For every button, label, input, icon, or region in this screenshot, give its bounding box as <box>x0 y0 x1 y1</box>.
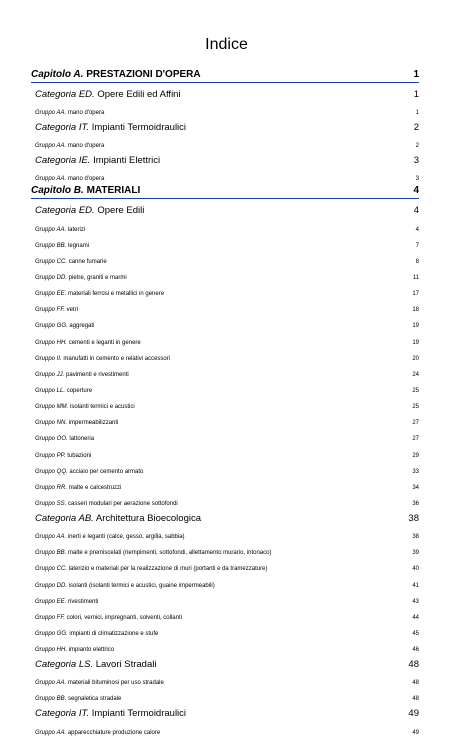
toc-chapter-entry[interactable] <box>31 185 419 199</box>
toc-entry-label <box>35 205 144 216</box>
toc-entry-label <box>35 631 158 637</box>
toc-group-entry[interactable] <box>31 686 419 702</box>
toc-entry-kind: Gruppo AA. <box>35 680 67 687</box>
toc-entry-kind: Gruppo JJ. <box>35 371 65 378</box>
toc-entry-kind: Gruppo EE. <box>35 598 67 605</box>
toc-entry-kind: Gruppo AA. <box>35 143 67 150</box>
toc-entry-kind: Gruppo MM. <box>35 404 69 411</box>
toc-group-entry[interactable] <box>31 426 419 442</box>
toc-entry-text: casseri modulari per aerazione sottofondi <box>68 500 178 507</box>
toc-entry-page-number: 27 <box>412 420 419 427</box>
toc-entry-label <box>35 583 215 589</box>
toc-entry-page-number: 8 <box>415 258 419 265</box>
toc-entry-page-number: 7 <box>415 242 419 249</box>
page-title: Indice <box>205 36 248 53</box>
toc-entry-page-number: 40 <box>412 566 419 573</box>
toc-entry-text: lattoneria <box>69 436 95 443</box>
toc-entry-kind: Gruppo GG. <box>35 630 68 637</box>
toc-entry-text: pavimenti e rivestimenti <box>66 371 129 378</box>
toc-entry-kind: Gruppo AA. <box>35 534 67 541</box>
toc-entry-page-number: 49 <box>408 708 419 720</box>
toc-entry-page-number: 25 <box>412 387 419 394</box>
toc-entry-label <box>35 404 135 410</box>
toc-group-entry[interactable] <box>31 670 419 686</box>
toc-group-entry[interactable] <box>31 166 419 182</box>
toc-entry-text: PRESTAZIONI D'OPERA <box>86 69 201 80</box>
toc-entry-page-number: 45 <box>412 630 419 637</box>
toc-entry-kind: Categoria IT. <box>35 708 90 720</box>
toc-entry-label <box>35 485 121 491</box>
toc-category-entry[interactable] <box>31 702 419 719</box>
toc-group-entry[interactable] <box>31 249 419 265</box>
toc-group-entry[interactable] <box>31 491 419 507</box>
toc-entry-kind: Gruppo DD. <box>35 274 68 281</box>
toc-entry-label <box>35 696 121 702</box>
toc-entry-text: laterizio e materiali per la realizzazione di muri (portanti e da tramezzature) <box>68 566 268 573</box>
toc-entry-kind: Gruppo PP. <box>35 452 66 459</box>
toc-entry-kind: Gruppo NN. <box>35 420 68 427</box>
toc-entry-label <box>35 550 271 556</box>
toc-group-entry[interactable] <box>31 637 419 653</box>
toc-group-entry[interactable] <box>31 281 419 297</box>
toc-entry-text: legnami <box>68 242 90 249</box>
toc-entry-text: Opere Edili ed Affini <box>97 89 181 100</box>
toc-category-entry[interactable] <box>31 83 419 100</box>
toc-entry-kind: Gruppo QQ. <box>35 468 68 475</box>
toc-entry-kind: Gruppo HH. <box>35 647 68 654</box>
toc-entry-kind: Gruppo II. <box>35 355 62 362</box>
toc-group-entry[interactable] <box>31 100 419 116</box>
toc-entry-page-number: 19 <box>412 323 419 330</box>
toc-entry-page-number: 24 <box>412 371 419 378</box>
toc-entry-page-number: 43 <box>412 598 419 605</box>
toc-entry-text: isolanti (isolanti termici e acustici, guaine impermeabili) <box>68 582 215 589</box>
toc-group-entry[interactable] <box>31 362 419 378</box>
toc-entry-page-number: 1 <box>415 110 419 117</box>
toc-entry-text: segnaletica stradale <box>68 696 122 703</box>
toc-entry-label <box>35 307 78 313</box>
toc-category-entry[interactable] <box>31 199 419 216</box>
toc-entry-text: pietre, graniti e marmi <box>68 274 127 281</box>
toc-entry-text: isolanti termici e acustici <box>70 404 135 411</box>
toc-entry-label <box>31 185 140 196</box>
toc-entry-page-number: 3 <box>415 176 419 183</box>
toc-entry-label <box>35 599 98 605</box>
toc-entry-kind: Gruppo RR. <box>35 484 68 491</box>
toc-entry-label <box>35 291 164 297</box>
toc-entry-label <box>35 469 143 475</box>
toc-group-entry[interactable] <box>31 410 419 426</box>
toc-category-entry[interactable] <box>31 116 419 133</box>
toc-entry-text: rivestimenti <box>68 598 99 605</box>
toc-entry-text: MATERIALI <box>86 185 141 197</box>
toc-entry-kind: Gruppo CC. <box>35 258 68 265</box>
toc-entry-kind: Categoria ED. <box>35 89 95 100</box>
toc-group-entry[interactable] <box>31 329 419 345</box>
toc-entry-label <box>35 275 127 281</box>
toc-entry-text: apparecchiature produzione calore <box>67 729 161 736</box>
toc-entry-page-number: 44 <box>412 614 419 621</box>
toc-entry-page-number: 11 <box>412 274 419 281</box>
toc-entry-kind: Gruppo FF. <box>35 307 65 314</box>
toc-entry-page-number: 36 <box>412 500 419 507</box>
toc-entry-page-number: 25 <box>412 404 419 411</box>
toc-entry-kind: Gruppo EE. <box>35 291 67 298</box>
toc-entry-kind: Capitolo B. <box>31 185 84 197</box>
toc-entry-label <box>35 340 141 346</box>
toc-entry-text: Impianti Elettrici <box>93 155 161 167</box>
toc-entry-kind: Categoria IT. <box>35 122 90 134</box>
toc-group-entry[interactable] <box>31 442 419 458</box>
toc-entry-page-number: 27 <box>412 436 419 443</box>
toc-entry-page-number: 4 <box>413 205 419 217</box>
toc-entry-label <box>35 436 94 442</box>
toc-entry-page-number: 4 <box>415 226 419 233</box>
toc-entry-text: mano d'opera <box>67 110 105 117</box>
toc-category-entry[interactable] <box>31 507 419 524</box>
toc-entry-kind: Gruppo AA. <box>35 110 67 117</box>
toc-entry-label <box>35 356 170 362</box>
toc-group-entry[interactable] <box>31 265 419 281</box>
toc-entry-kind: Gruppo HH. <box>35 339 68 346</box>
toc-entry-page-number: 48 <box>408 659 419 671</box>
toc-entry-page-number: 39 <box>412 550 419 557</box>
toc-entry-kind: Gruppo AA. <box>35 176 67 183</box>
toc-entry-page-number: 20 <box>412 355 419 362</box>
toc-entry-label <box>35 388 92 394</box>
toc-entry-label <box>35 566 267 572</box>
toc-group-entry[interactable] <box>31 556 419 572</box>
toc-entry-page-number: 2 <box>415 143 419 150</box>
toc-entry-label <box>35 708 186 719</box>
toc-entry-page-number: 17 <box>412 291 419 298</box>
toc-entry-text: impianto elettrico <box>68 647 115 654</box>
toc-entry-text: tubazioni <box>67 452 92 459</box>
toc-entry-label <box>31 69 201 80</box>
toc-entry-label <box>35 615 182 621</box>
toc-group-entry[interactable] <box>31 133 419 149</box>
toc-group-entry[interactable] <box>31 346 419 362</box>
toc-group-entry[interactable] <box>31 572 419 588</box>
toc-entry-kind: Categoria LS. <box>35 659 94 671</box>
toc-entry-text: inerti e leganti (calce, gesso, argilla, sabbia) <box>67 534 185 541</box>
toc-entry-page-number: 2 <box>413 122 419 134</box>
toc-entry-label <box>35 501 178 507</box>
toc-entry-page-number: 3 <box>413 155 419 167</box>
toc-entry-label <box>35 259 107 265</box>
toc-entry-page-number: 33 <box>412 468 419 475</box>
toc-entry-kind: Gruppo SS. <box>35 500 67 507</box>
toc-entry-label <box>35 323 94 329</box>
toc-group-entry[interactable] <box>31 394 419 410</box>
toc-entry-text: coperture <box>66 387 93 394</box>
toc-entry-text: laterizi <box>67 226 86 233</box>
toc-entry-page-number: 41 <box>412 582 419 589</box>
toc-entry-kind: Gruppo GG. <box>35 323 68 330</box>
toc-entry-label <box>35 110 104 116</box>
toc-entry-page-number: 49 <box>412 729 419 736</box>
toc-entry-kind: Gruppo CC. <box>35 566 68 573</box>
toc-group-entry[interactable] <box>31 216 419 232</box>
toc-group-entry[interactable] <box>31 621 419 637</box>
toc-group-entry[interactable] <box>31 459 419 475</box>
toc-entry-label <box>35 143 104 149</box>
toc-entry-text: malte e calcestruzzi <box>68 484 122 491</box>
toc-entry-kind: Gruppo DD. <box>35 582 68 589</box>
toc-entry-text: impianti di climatizzazione e stufe <box>69 630 159 637</box>
toc-group-entry[interactable] <box>31 297 419 313</box>
toc-group-entry[interactable] <box>31 524 419 540</box>
toc-entry-label <box>35 534 185 540</box>
toc-entry-text: cementi e leganti in genere <box>68 339 141 346</box>
toc-entry-kind: Gruppo FF. <box>35 614 65 621</box>
toc-entry-page-number: 48 <box>412 680 419 687</box>
toc-entry-text: impermeabilizzanti <box>68 420 119 427</box>
toc-chapter-entry[interactable] <box>31 69 419 83</box>
toc-group-entry[interactable] <box>31 719 419 735</box>
toc-entry-kind: Gruppo BB. <box>35 696 67 703</box>
toc-entry-text: manufatti in cemento e relativi accessori <box>63 355 171 362</box>
toc-entry-text: colori, vernici, impregnanti, solventi, collanti <box>66 614 182 621</box>
toc-group-entry[interactable] <box>31 378 419 394</box>
toc-entry-label <box>35 680 164 686</box>
toc-entry-text: Impianti Termoidraulici <box>91 708 187 720</box>
table-of-contents <box>31 66 419 736</box>
toc-entry-page-number: 29 <box>412 452 419 459</box>
toc-entry-text: aggregati <box>69 323 95 330</box>
toc-entry-text: Lavori Stradali <box>95 659 157 671</box>
toc-entry-label <box>35 730 160 736</box>
toc-category-entry[interactable] <box>31 149 419 166</box>
toc-entry-label <box>35 659 156 670</box>
toc-group-entry[interactable] <box>31 540 419 556</box>
toc-entry-text: Opere Edili <box>97 205 145 217</box>
toc-entry-label <box>35 420 118 426</box>
toc-entry-text: vetri <box>66 307 78 314</box>
toc-entry-kind: Capitolo A. <box>31 69 84 80</box>
toc-entry-text: malte e premiscelati (riempimenti, sottofondi, allettamento murario, intonaco) <box>68 550 272 557</box>
toc-entry-label <box>35 647 114 653</box>
toc-entry-text: mano d'opera <box>67 176 105 183</box>
toc-category-entry[interactable] <box>31 653 419 670</box>
toc-entry-page-number: 4 <box>413 185 419 197</box>
toc-entry-kind: Gruppo OO. <box>35 436 68 443</box>
toc-entry-text: materiali ferrosi e metallici in genere <box>68 291 165 298</box>
toc-entry-page-number: 19 <box>412 339 419 346</box>
toc-entry-text: canne fumarie <box>68 258 107 265</box>
toc-entry-kind: Categoria ED. <box>35 205 95 217</box>
toc-group-entry[interactable] <box>31 475 419 491</box>
toc-entry-kind: Categoria AB. <box>35 512 94 524</box>
toc-entry-page-number: 34 <box>412 484 419 491</box>
toc-entry-label <box>35 453 91 459</box>
toc-entry-kind: Categoria IE. <box>35 155 91 167</box>
toc-entry-page-number: 38 <box>408 512 419 524</box>
toc-group-entry[interactable] <box>31 233 419 249</box>
toc-entry-text: Architettura Bioecologica <box>95 512 202 524</box>
toc-entry-page-number: 18 <box>412 307 419 314</box>
toc-entry-kind: Gruppo BB. <box>35 550 67 557</box>
toc-group-entry[interactable] <box>31 313 419 329</box>
toc-entry-page-number: 46 <box>412 647 419 654</box>
toc-entry-label <box>35 176 104 182</box>
toc-group-entry[interactable] <box>31 605 419 621</box>
toc-entry-page-number: 1 <box>413 69 419 80</box>
toc-entry-kind: Gruppo BB. <box>35 242 67 249</box>
toc-entry-text: mano d'opera <box>67 143 105 150</box>
toc-entry-label <box>35 89 181 100</box>
toc-entry-text: Impianti Termoidraulici <box>91 122 187 134</box>
toc-entry-label <box>35 513 201 524</box>
toc-entry-kind: Gruppo AA. <box>35 226 67 233</box>
toc-group-entry[interactable] <box>31 589 419 605</box>
toc-entry-page-number: 38 <box>412 534 419 541</box>
toc-entry-text: materiali bituminosi per uso stradale <box>67 680 164 687</box>
toc-entry-page-number: 1 <box>413 89 419 100</box>
toc-entry-kind: Gruppo AA. <box>35 729 67 736</box>
toc-entry-label <box>35 122 186 133</box>
toc-entry-page-number: 48 <box>412 696 419 703</box>
toc-entry-label <box>35 372 129 378</box>
toc-entry-text: acciaio per cemento armato <box>69 468 144 475</box>
toc-entry-kind: Gruppo LL. <box>35 387 66 394</box>
toc-entry-label <box>35 243 89 249</box>
toc-entry-label <box>35 227 85 233</box>
toc-entry-label <box>35 155 160 166</box>
